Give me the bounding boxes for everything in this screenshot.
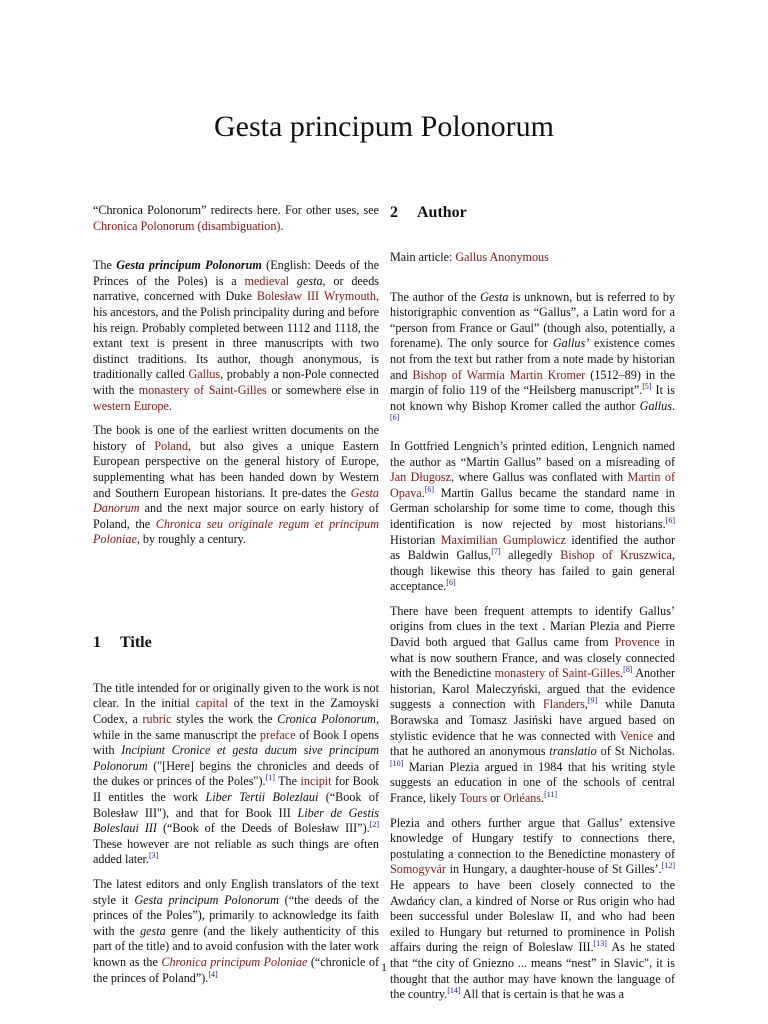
link-maximilian-gumplowicz[interactable]: Maximilian Gumplowicz: [440, 532, 566, 547]
section-number: 2: [390, 204, 398, 221]
author-paragraph-2: In Gottfried Lengnich’s printed edition, Lengnich named the author as “Martin Gallus” based on a misreading of Jan Długosz, where Gallus was conflated with Martin of Opava.[6] Martin Gallus became the standard name in German scholarship for some time to come, though this identification is now rejected by most historians.[6] Historian Maximilian Gumplowicz identified the author as Baldwin Gallus,[7] allegedly Bishop of Kruszwica, though likewise this theory has failed to gain general acceptance.[6]: [390, 438, 675, 594]
link-preface[interactable]: preface: [259, 727, 296, 742]
section-heading-text: Title: [120, 633, 152, 651]
link-chronica-seu-originale[interactable]: Chronica seu originale regum et principum Poloniae: [93, 516, 379, 547]
link-bishop-of-kruszwica[interactable]: Bishop of Kruszwica: [560, 548, 672, 563]
reference-6[interactable]: [6]: [665, 515, 675, 525]
reference-1[interactable]: [1]: [265, 773, 275, 783]
link-chronica-principum-poloniae[interactable]: Chronica principum Poloniae: [161, 954, 308, 969]
reference-4[interactable]: [4]: [208, 969, 218, 979]
reference-12[interactable]: [12]: [661, 861, 675, 871]
right-column: [390, 203, 675, 1012]
section-heading-author: [390, 203, 675, 223]
intro-paragraph-1: The Gesta principum Polonorum (English: Deeds of the Princes of the Poles) is a medieval gesta, or deeds narrative, concerned with Duke Bolesław III Wrymouth, his ancestors, and the Polish principality during and before his reign. Probably completed between 1112 and 1118, the extant text is present in three manuscripts with two distinct traditions. Its author, though anonymous, is traditionally called Gallus, probably a non-Pole connected with the monastery of Saint-Gilles or somewhere else in western Europe.: [93, 258, 380, 413]
reference-9[interactable]: [9]: [587, 696, 598, 706]
title-paragraph-2: The latest editors and only English translators of the text style it Gesta principum Polonorum (“the deeds of the princes of the Poles”), primarily to acknowledge its faith with the gesta genre (and the likely authenticity of this part of the title) and to avoid confusion with the later work known as the Chronica principum Poloniae (“chronicle of the princes of Poland”).[4]: [93, 877, 379, 985]
link-gallus-anonymous[interactable]: Gallus Anonymous: [455, 250, 549, 264]
reference-6[interactable]: [6]: [446, 578, 456, 588]
link-monastery-saint-gilles[interactable]: monastery of Saint-Gilles: [494, 666, 621, 681]
reference-5[interactable]: [5]: [642, 382, 652, 392]
author-paragraph-1: The author of the Gesta is unknown, but is referred to by historigraphic convention as “Gallus”, a Latin word for a “person from France or Gaul” (though also, potentially, a forename). The only source for Gallus’ existence comes not from the text but rather from a note made by historian and Bishop of Warmia Martin Kromer (1512–89) in the margin of folio 119 of the “Heilsberg manuscript”.[5] It is not known why Bishop Kromer called the author Gallus.[6]: [390, 289, 675, 423]
reference-6[interactable]: [6]: [390, 413, 400, 423]
reference-10[interactable]: [10]: [390, 758, 404, 768]
link-somogyvar[interactable]: Somogyvár: [390, 862, 446, 877]
link-provence[interactable]: Provence: [614, 635, 660, 650]
link-medieval[interactable]: medieval: [244, 273, 290, 288]
author-paragraph-3: There have been frequent attempts to identify Gallus’ origins from clues in the text . Marian Plezia and Pierre David both argued that Gallus came from Provence in what is now southern France, and was closely connected with the Benedictine monastery of Saint-Gilles.[8] Another historian, Karol Maleczyński, argued that the evidence suggests a connection with Flanders,[9] while Danuta Borawska and Tomasz Jasiński have argued based on stylistic evidence that he was connected with Venice and that he authored an anonymous translatio of St Nicholas.[10] Marian Plezia argued in 1984 that his writing style suggests an education in one of the schools of central France, likely Tours or Orléans.[11]: [390, 603, 675, 805]
disambiguation-link[interactable]: Chronica Polonorum (disambiguation): [93, 218, 281, 233]
intro-paragraph-2: The book is one of the earliest written documents on the history of Poland, but also gives a unique Eastern European perspective on the general history of Europe, supplementing what has been handed down by Western and Southern European historians. It pre-dates the Gesta Danorum and the next major source on early history of Poland, the Chronica seu originale regum et principum Poloniae, by roughly a century.: [93, 423, 379, 547]
link-boleslaw-iii[interactable]: Bolesław III Wrymouth: [256, 289, 376, 304]
link-orleans[interactable]: Orléans: [503, 791, 542, 805]
author-paragraph-4: Plezia and others further argue that Gallus’ extensive knowledge of Hungary testify to connections there, postulating a connection to the Benedictine monastery of Somogyvár in Hungary, a daughter-house of St Gilles’.[12] He appears to have been closely connected to the Awdańcy clan, a kindred of Norse or Rus origin who had been successful under Boleslaw II, and who had been exiled to Hungary but returned to prominence in Polish affairs during the reign of Boleslaw III.[13] As he stated that “the city of Gniezno ... means “nest” in Slavic", it is thought that the author may have known the language of the country.[14] All that is certain is that he was a: [390, 815, 675, 1002]
link-flanders[interactable]: Flanders: [542, 697, 585, 712]
page-number: 1: [381, 960, 387, 974]
link-venice[interactable]: Venice: [620, 728, 654, 743]
link-martin-kromer[interactable]: Bishop of Warmia Martin Kromer: [412, 367, 586, 382]
reference-14[interactable]: [14]: [447, 986, 461, 996]
link-monastery-saint-gilles[interactable]: monastery of Saint-Gilles: [138, 382, 267, 397]
link-western-europe[interactable]: western Europe: [93, 398, 169, 413]
reference-2[interactable]: [2]: [369, 820, 379, 830]
link-gallus[interactable]: Gallus: [188, 367, 221, 382]
reference-3[interactable]: [3]: [148, 851, 159, 861]
page-title: Gesta principum Polonorum: [214, 110, 554, 143]
link-jan-dlugosz[interactable]: Jan Długosz: [390, 470, 452, 485]
section-spacer: [93, 557, 379, 633]
section-heading-title: [93, 633, 379, 653]
link-martin-of-opava[interactable]: Martin of Opava: [390, 470, 675, 500]
reference-8[interactable]: [8]: [623, 665, 633, 675]
link-capital[interactable]: capital: [195, 696, 228, 711]
link-tours[interactable]: Tours: [459, 791, 488, 805]
left-column: [93, 203, 379, 995]
section-heading-text: Author: [417, 204, 467, 221]
link-incipit[interactable]: incipit: [300, 774, 332, 789]
link-poland[interactable]: Poland: [154, 438, 189, 453]
reference-6[interactable]: [6]: [424, 484, 435, 494]
section-number: 1: [93, 633, 101, 651]
link-rubric[interactable]: rubric: [142, 712, 172, 727]
link-gesta-danorum[interactable]: Gesta Danorum: [93, 485, 379, 516]
reference-13[interactable]: [13]: [593, 939, 607, 949]
main-article-note: Main article: Gallus Anonymous: [390, 250, 549, 264]
hatnote: “Chronica Polonorum” redirects here. For other uses, see Chronica Polonorum (disambiguation).: [93, 203, 379, 233]
title-paragraph-1: The title intended for or originally given to the work is not clear. In the initial capital of the text in the Zamoyski Codex, a rubric styles the work the Cronica Polonorum, while in the same manuscript the preface of Book I opens with Incipiunt Cronice et gesta ducum sive principum Polonorum ("[Here] begins the chronicles and deeds of the dukes or princes of the Poles").[1] The incipit for Book II entitles the work Liber Tertii Bolezlaui (“Book of Bolesław III"), and that for Book III Liber de Gestis Boleslaui III (“Book of the Deeds of Bolesław III”).[2] These however are not reliable as such things are often added later.[3]: [93, 680, 379, 867]
reference-7[interactable]: [7]: [491, 547, 501, 557]
reference-11[interactable]: [11]: [544, 789, 558, 799]
